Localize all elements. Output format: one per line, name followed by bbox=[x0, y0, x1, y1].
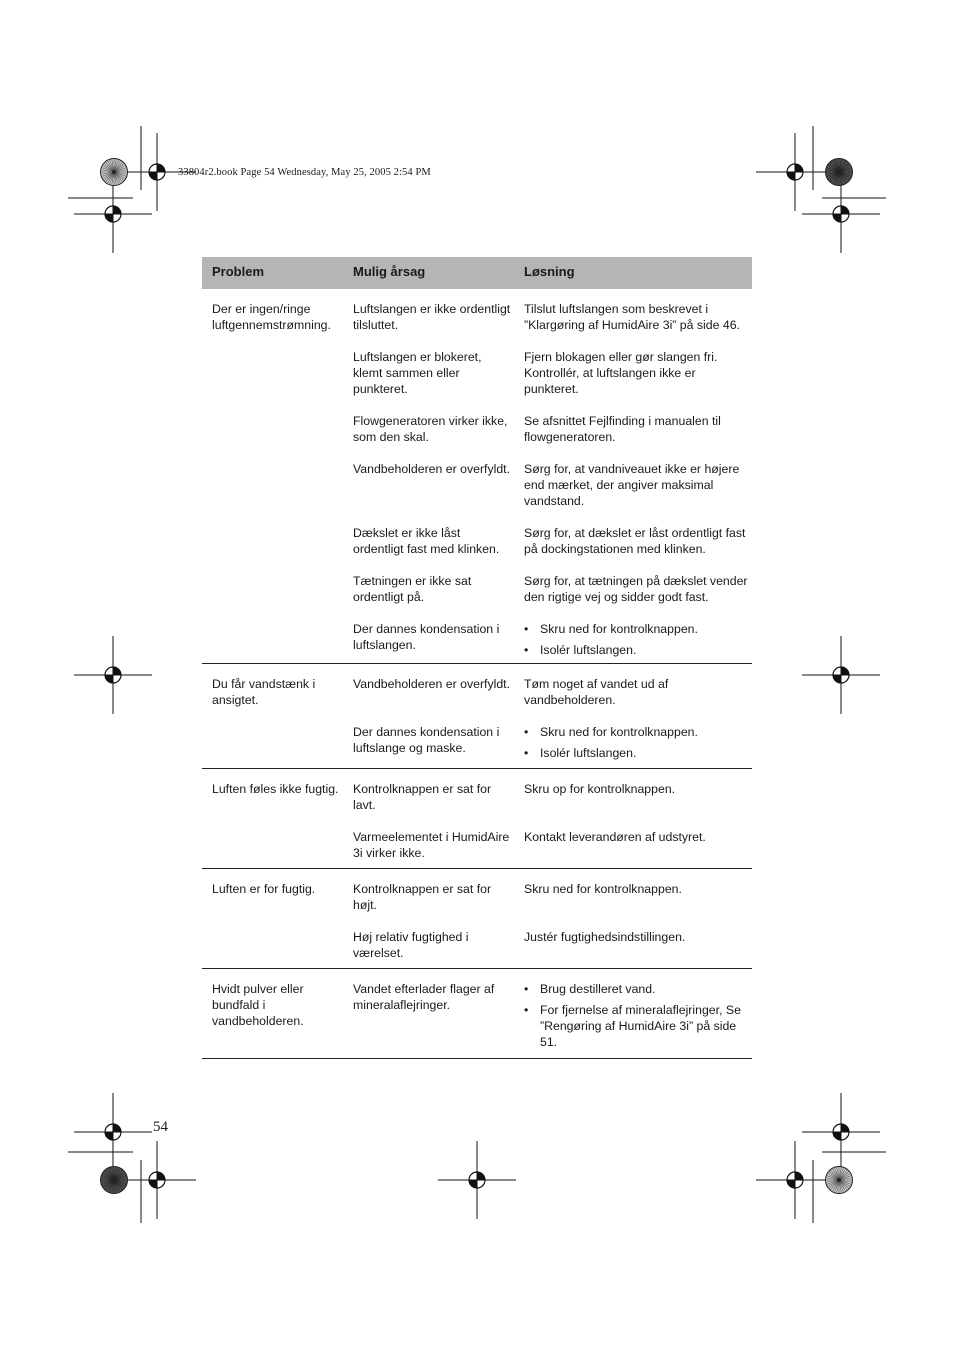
bullet-text: Skru ned for kontrolknappen. bbox=[540, 725, 698, 739]
page-number: 54 bbox=[153, 1119, 168, 1135]
solution-cell: Sørg for, at vandniveauet ikke er højere end mærket, der angiver maksimal vandstand. bbox=[524, 462, 740, 508]
bullet-text: Skru ned for kontrolknappen. bbox=[540, 622, 698, 636]
bullet-icon: • bbox=[524, 622, 529, 636]
table-row bbox=[202, 929, 752, 961]
bullet-icon: • bbox=[524, 982, 529, 996]
bullet-icon: • bbox=[524, 1003, 529, 1017]
table-row-group bbox=[202, 869, 752, 969]
solution-bullet bbox=[524, 724, 752, 740]
table-row bbox=[202, 621, 752, 658]
problem-cell: Luften føles ikke fugtig. bbox=[212, 782, 339, 796]
solution-cell: Tilslut luftslangen som beskrevet i ”Klargøring af HumidAire 3i” på side 46. bbox=[524, 302, 740, 332]
book-header-line: 33804r2.book Page 54 Wednesday, May 25, 2005 2:54 PM bbox=[178, 167, 431, 178]
table-row-group bbox=[202, 664, 752, 769]
table-row bbox=[202, 349, 752, 397]
solution-bullet bbox=[524, 621, 752, 637]
bullet-text: Isolér luftslangen. bbox=[540, 746, 637, 760]
solution-cell: Fjern blokagen eller gør slangen fri. Kontrollér, at luftslangen ikke er punkteret. bbox=[524, 350, 718, 396]
troubleshooting-table bbox=[202, 257, 752, 1059]
solution-cell: Se afsnittet Fejlfinding i manualen til flowgeneratoren. bbox=[524, 414, 721, 444]
table-row bbox=[202, 724, 752, 761]
table-row-group bbox=[202, 289, 752, 664]
solution-cell: Sørg for, at dækslet er låst ordentligt fast på dockingstationen med klinken. bbox=[524, 526, 746, 556]
solution-cell: Kontakt leverandøren af udstyret. bbox=[524, 830, 706, 844]
cause-cell: Der dannes kondensation i luftslangen. bbox=[353, 622, 500, 652]
registration-starburst-icon bbox=[99, 157, 129, 187]
table-header bbox=[202, 257, 752, 289]
cause-cell: Luftslangen er blokeret, klemt sammen eller punkteret. bbox=[353, 350, 482, 396]
cause-cell: Vandet efterlader flager af mineralaflejringer. bbox=[353, 982, 495, 1012]
cause-cell: Kontrolknappen er sat for højt. bbox=[353, 882, 492, 912]
bullet-text: Brug destilleret vand. bbox=[540, 982, 656, 996]
cause-cell: Kontrolknappen er sat for lavt. bbox=[353, 782, 492, 812]
table-row-group bbox=[202, 969, 752, 1059]
cause-cell: Luftslangen er ikke ordentligt tilsluttet. bbox=[353, 302, 511, 332]
solution-cell: Skru ned for kontrolknappen. bbox=[524, 882, 682, 896]
problem-cell: Hvidt pulver eller bundfald i vandbeholderen. bbox=[212, 982, 304, 1028]
table-row-group bbox=[202, 769, 752, 869]
crosshair-mark-icon bbox=[797, 631, 885, 719]
table-row bbox=[202, 525, 752, 557]
cause-cell: Dækslet er ikke låst ordentligt fast med klinken. bbox=[353, 526, 500, 556]
bullet-icon: • bbox=[524, 725, 529, 739]
problem-cell: Der er ingen/ringe luftgennemstrømning. bbox=[212, 302, 331, 332]
table-row bbox=[202, 573, 752, 605]
crosshair-mark-icon bbox=[69, 631, 157, 719]
solution-cell bbox=[524, 981, 752, 1050]
table-row bbox=[202, 461, 752, 509]
registration-starburst-icon bbox=[824, 157, 854, 187]
cause-cell: Tætningen er ikke sat ordentligt på. bbox=[353, 574, 472, 604]
col-header-cause: Mulig årsag bbox=[353, 264, 426, 279]
bullet-icon: • bbox=[524, 643, 529, 657]
cause-cell: Vandbeholderen er overfyldt. bbox=[353, 677, 511, 691]
cause-cell: Vandbeholderen er overfyldt. bbox=[353, 462, 511, 476]
solution-bullet bbox=[524, 1002, 752, 1050]
table-row bbox=[202, 829, 752, 861]
cause-cell: Høj relativ fugtighed i værelset. bbox=[353, 930, 469, 960]
registration-starburst-icon bbox=[99, 1165, 129, 1195]
cause-cell: Der dannes kondensation i luftslange og maske. bbox=[353, 725, 500, 755]
solution-cell: Tøm noget af vandet ud af vandbeholderen. bbox=[524, 677, 669, 707]
crosshair-mark-icon bbox=[433, 1136, 521, 1224]
col-header-solution: Løsning bbox=[524, 264, 575, 279]
table-row bbox=[202, 413, 752, 445]
registration-starburst-icon bbox=[824, 1165, 854, 1195]
solution-cell: Sørg for, at tætningen på dækslet vender den rigtige vej og sidder godt fast. bbox=[524, 574, 748, 604]
solution-cell: Justér fugtighedsindstillingen. bbox=[524, 930, 686, 944]
solution-cell bbox=[524, 724, 752, 761]
bullet-icon: • bbox=[524, 746, 529, 760]
solution-cell bbox=[524, 621, 752, 658]
problem-cell: Du får vandstænk i ansigtet. bbox=[212, 677, 316, 707]
solution-bullet bbox=[524, 642, 752, 658]
solution-bullet bbox=[524, 981, 752, 997]
bullet-text: Isolér luftslangen. bbox=[540, 643, 637, 657]
solution-bullet bbox=[524, 745, 752, 761]
problem-cell: Luften er for fugtig. bbox=[212, 882, 316, 896]
solution-cell: Skru op for kontrolknappen. bbox=[524, 782, 676, 796]
cause-cell: Varmeelementet i HumidAire 3i virker ikke. bbox=[353, 830, 510, 860]
col-header-problem: Problem bbox=[212, 264, 265, 279]
table-body bbox=[202, 289, 752, 1059]
bullet-text: For fjernelse af mineralaflejringer, Se ”Rengøring af HumidAire 3i” på side 51. bbox=[540, 1003, 741, 1049]
cause-cell: Flowgeneratoren virker ikke, som den skal. bbox=[353, 414, 508, 444]
